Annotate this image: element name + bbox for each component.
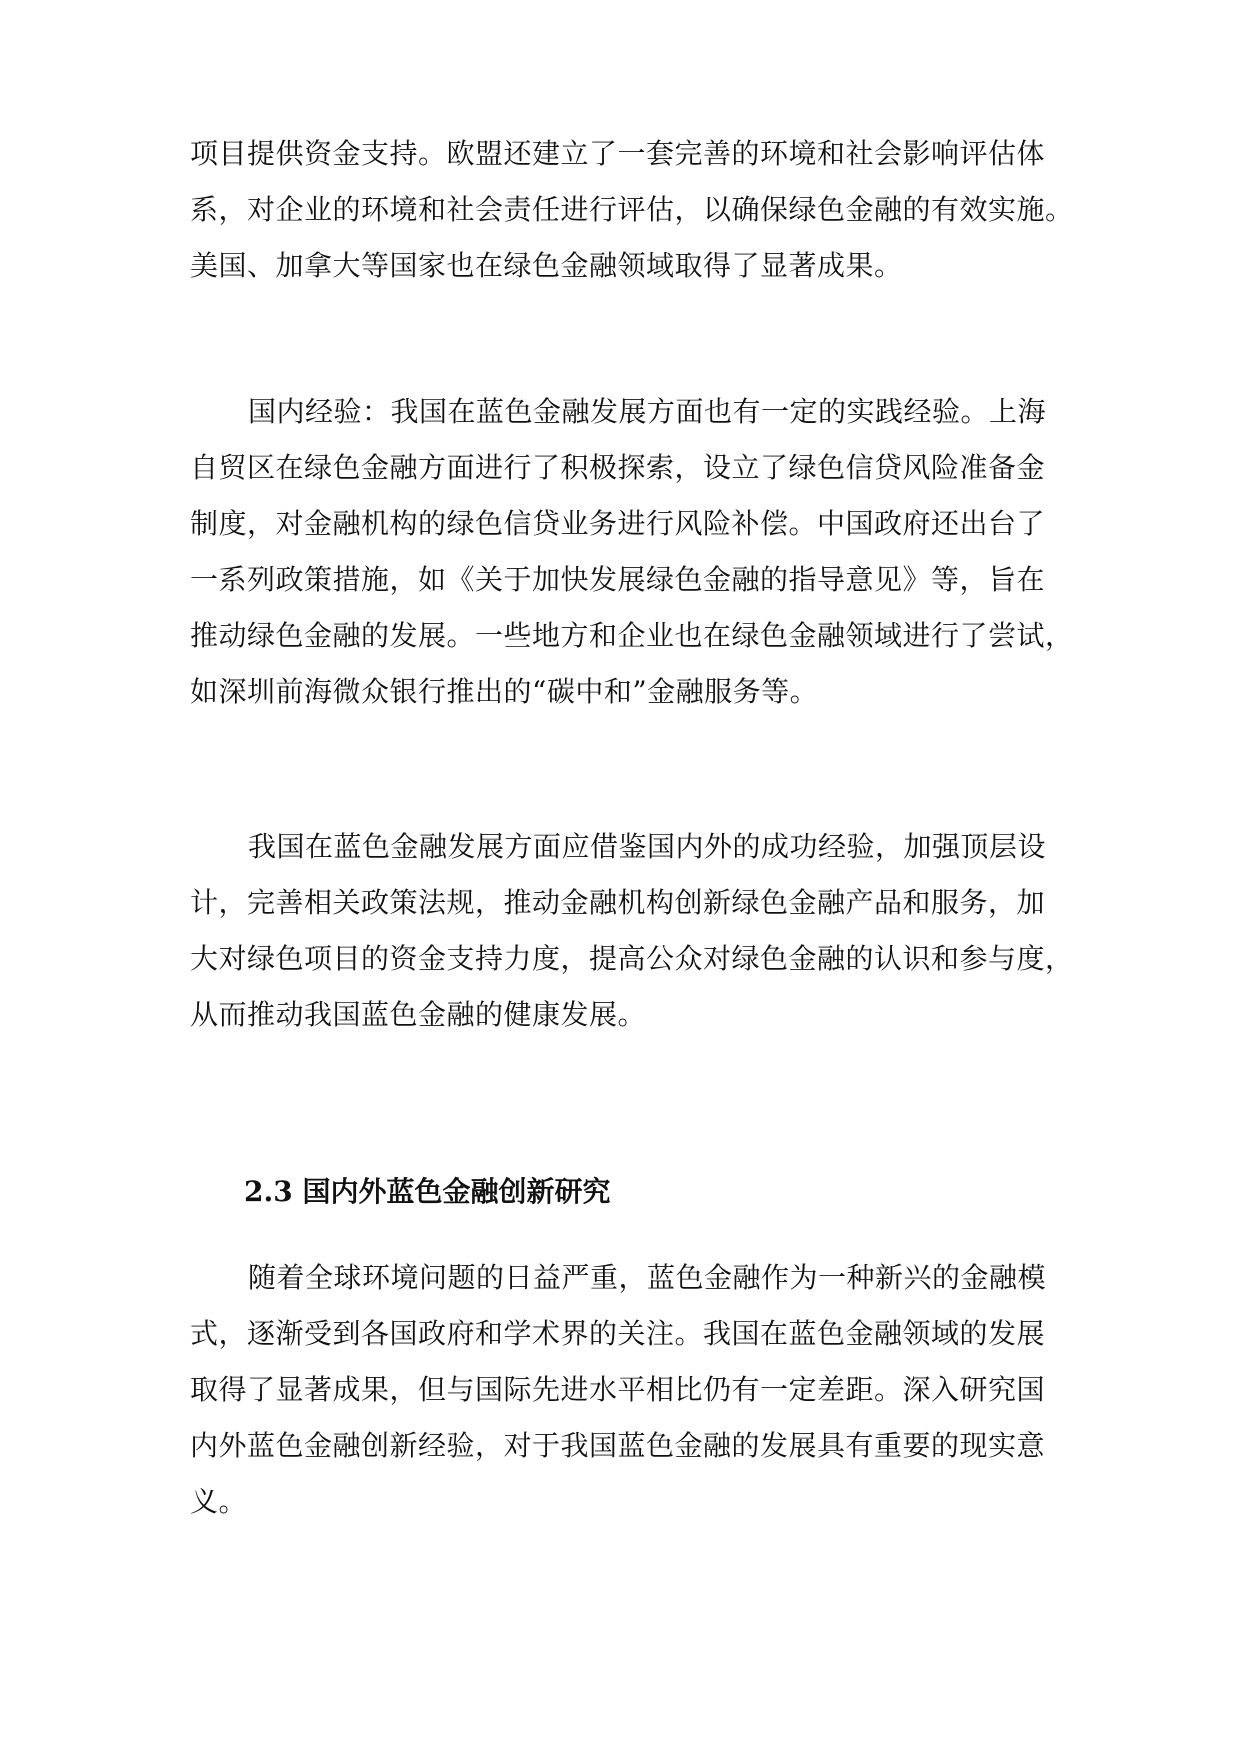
text-line: 美国、加拿大等国家也在绿色金融领域取得了显著成果。 — [190, 249, 903, 282]
text-line: 推动绿色金融的发展。一些地方和企业也在绿色金融领域进行了尝试， — [190, 619, 1074, 652]
text-line: 从而推动我国蓝色金融的健康发展。 — [190, 998, 647, 1031]
text-line: 我国在蓝色金融发展方面应借鉴国内外的成功经验，加强顶层设 — [248, 830, 1047, 863]
text-line: 取得了显著成果，但与国际先进水平相比仍有一定差距。深入研究国 — [190, 1373, 1046, 1406]
paragraph-domestic-experience — [190, 384, 1074, 720]
paragraph-recommendations — [190, 819, 1074, 1043]
text-line: 大对绿色项目的资金支持力度，提高公众对绿色金融的认识和参与度， — [190, 942, 1074, 975]
text-line: 式，逐渐受到各国政府和学术界的关注。我国在蓝色金融领域的发展 — [190, 1317, 1046, 1350]
paragraph-section-intro — [190, 1250, 1050, 1530]
text-line: 内外蓝色金融创新经验，对于我国蓝色金融的发展具有重要的现实意 — [190, 1429, 1046, 1462]
text-line: 系，对企业的环境和社会责任进行评估，以确保绿色金融的有效实施。 — [190, 193, 1074, 226]
text-line: 制度，对金融机构的绿色信贷业务进行风险补偿。中国政府还出台了 — [190, 507, 1046, 540]
section-heading: 2.3 国内外蓝色金融创新研究 — [244, 1175, 611, 1208]
paragraph-eu-experience — [190, 126, 1074, 294]
text-line: 随着全球环境问题的日益严重，蓝色金融作为一种新兴的金融模 — [248, 1261, 1047, 1294]
text-line: 自贸区在绿色金融方面进行了积极探索，设立了绿色信贷风险准备金 — [190, 451, 1046, 484]
text-line: 计，完善相关政策法规，推动金融机构创新绿色金融产品和服务，加 — [190, 886, 1046, 919]
text-line: 义。 — [190, 1485, 248, 1518]
text-line: 项目提供资金支持。欧盟还建立了一套完善的环境和社会影响评估体 — [190, 137, 1046, 170]
text-line: 如深圳前海微众银行推出的“碳中和”金融服务等。 — [190, 675, 819, 708]
text-line: 国内经验：我国在蓝色金融发展方面也有一定的实践经验。上海 — [248, 395, 1047, 428]
text-line: 一系列政策措施，如《关于加快发展绿色金融的指导意见》等，旨在 — [190, 563, 1046, 596]
